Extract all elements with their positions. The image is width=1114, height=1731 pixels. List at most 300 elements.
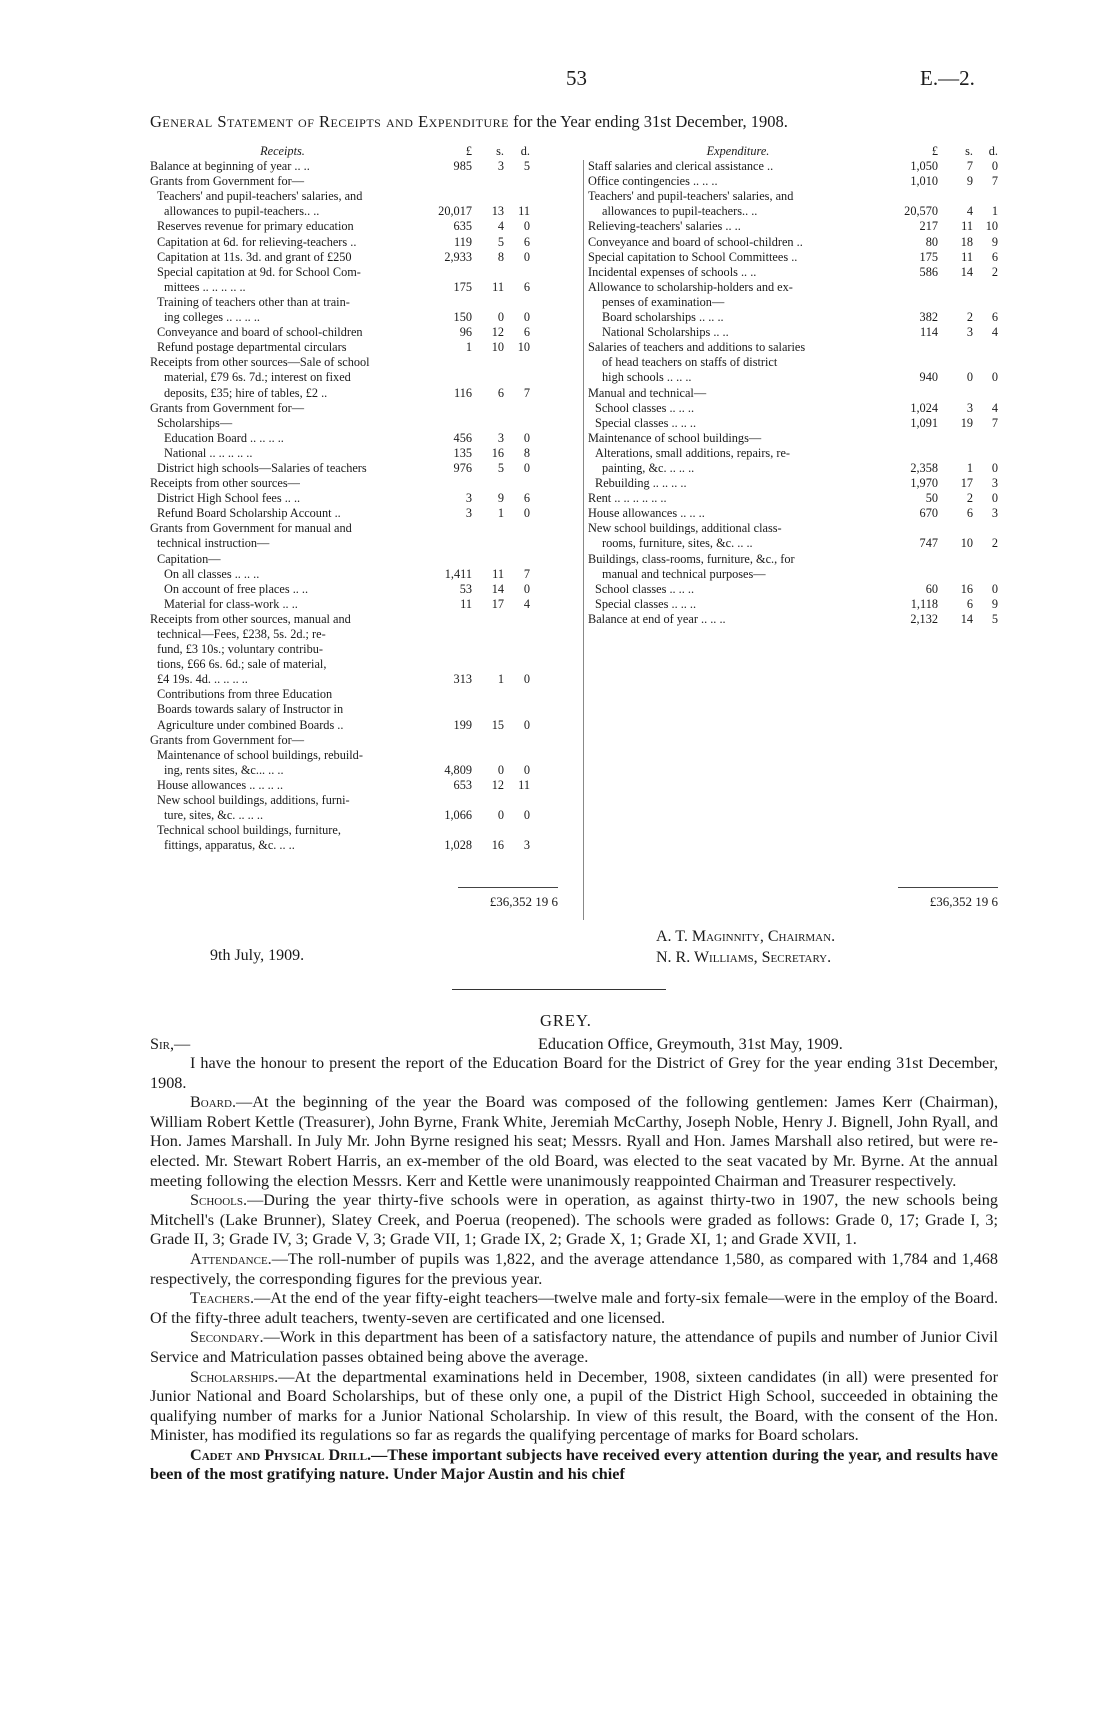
amount-shillings: 12 — [491, 777, 504, 792]
amount-pence: 4 — [991, 400, 998, 415]
amount-pounds: 653 — [453, 777, 472, 792]
table-row — [150, 687, 530, 702]
amount-shillings: 1 — [497, 672, 504, 687]
amount-pounds: 747 — [919, 536, 938, 551]
row-label: technical—Fees, £238, 5s. 2d.; re- — [157, 627, 326, 641]
letter-paragraph — [150, 1250, 998, 1289]
amount-pence: 0 — [991, 491, 998, 506]
amount-pence: 0 — [523, 460, 530, 475]
row-label: Capitation at 11s. 3d. and grant of £250 — [157, 249, 352, 264]
table-row — [588, 476, 998, 491]
amount-pence: 0 — [523, 249, 530, 264]
section-separator — [452, 989, 666, 990]
table-row — [150, 310, 530, 325]
table-row — [150, 838, 530, 853]
signature-date: 9th July, 1909. — [210, 947, 305, 964]
letter-paragraph — [150, 1191, 998, 1250]
paragraph-lead: Cadet and Physical Drill. — [190, 1445, 372, 1464]
row-label: ing colleges .. .. .. .. — [164, 310, 260, 325]
table-row — [150, 461, 530, 476]
amount-shillings: 1 — [966, 460, 973, 475]
amount-pounds: 1,066 — [444, 808, 472, 823]
table-row — [150, 325, 530, 340]
expenditure-table — [588, 144, 998, 627]
table-heading: Expenditure. — [706, 144, 770, 158]
row-label: Grants from Government for— — [150, 732, 305, 747]
table-row — [150, 582, 530, 597]
row-label: Receipts from other sources, manual and — [150, 611, 351, 626]
column-header-shillings: s. — [496, 144, 504, 158]
row-label: Staff salaries and clerical assistance .. — [588, 159, 774, 174]
amount-shillings: 8 — [497, 249, 504, 264]
amount-pence: 4 — [991, 325, 998, 340]
amount-pence: 5 — [991, 611, 998, 626]
amount-shillings: 7 — [966, 159, 973, 174]
table-row — [150, 672, 530, 687]
amount-pounds: 1,010 — [910, 174, 938, 189]
amount-pence: 0 — [523, 672, 530, 687]
column-divider — [583, 160, 584, 920]
table-row — [150, 340, 530, 355]
table-row — [150, 370, 530, 385]
row-label: deposits, £35; hire of tables, £2 .. — [164, 385, 328, 400]
row-label: allowances to pupil-teachers.. .. — [164, 204, 320, 219]
amount-pounds: 20,570 — [904, 204, 938, 219]
amount-shillings: 6 — [966, 596, 973, 611]
row-label: mittees .. .. .. .. .. — [164, 279, 246, 294]
table-row — [588, 506, 998, 521]
table-row — [150, 823, 530, 838]
table-row — [150, 793, 530, 808]
statement-title — [150, 112, 1010, 132]
receipts-total-rule — [458, 887, 558, 888]
row-label: Maintenance of school buildings— — [588, 430, 762, 445]
amount-pounds: 2,132 — [910, 611, 938, 626]
row-label: Board scholarships .. .. .. — [602, 310, 724, 325]
table-row — [150, 189, 530, 204]
row-label: penses of examination— — [602, 294, 725, 309]
amount-shillings: 4 — [497, 219, 504, 234]
row-label: material, £79 6s. 7d.; interest on fixed — [164, 370, 351, 385]
row-label: Education Board .. .. .. .. — [164, 430, 284, 445]
paragraph-lead: Attendance. — [190, 1249, 272, 1268]
row-label: House allowances .. .. .. — [588, 506, 705, 521]
letter-paragraph — [150, 1446, 998, 1485]
table-row — [588, 521, 998, 536]
amount-pounds: 4,809 — [444, 762, 472, 777]
amount-shillings: 0 — [497, 808, 504, 823]
row-label: Rebuilding .. .. .. .. — [595, 476, 687, 491]
row-label: £4 19s. 4d. .. .. .. .. — [157, 672, 248, 687]
table-row — [588, 567, 998, 582]
column-header-pence: d. — [988, 144, 998, 158]
row-label: fund, £3 10s.; voluntary contribu- — [157, 642, 323, 657]
amount-pence: 11 — [518, 204, 530, 219]
row-label: fittings, apparatus, &c. .. .. — [164, 838, 295, 853]
amount-pence: 6 — [991, 249, 998, 264]
row-label: Scholarships— — [157, 415, 233, 430]
paragraph-lead: Secondary. — [190, 1328, 264, 1347]
row-label: of head teachers on staffs of district — [602, 355, 778, 370]
amount-pounds: 976 — [453, 460, 472, 475]
table-row — [588, 295, 998, 310]
table-row — [588, 250, 998, 265]
amount-shillings: 9 — [497, 491, 504, 506]
amount-pence: 6 — [991, 310, 998, 325]
amount-pounds: 586 — [919, 264, 938, 279]
page-code: E.—2. — [920, 66, 975, 90]
amount-pounds: 1,118 — [910, 596, 938, 611]
row-label: Capitation— — [157, 551, 221, 566]
amount-shillings: 6 — [966, 506, 973, 521]
amount-shillings: 10 — [491, 340, 504, 355]
table-row — [588, 174, 998, 189]
amount-shillings: 2 — [966, 491, 973, 506]
paragraph-text: —These important subjects have received every attention during the year, and results have been of the most gratifying nature. Under Major Austin and his chief — [150, 1445, 998, 1484]
table-row — [588, 204, 998, 219]
table-row — [588, 401, 998, 416]
amount-pence: 5 — [523, 159, 530, 174]
row-label: Special classes .. .. .. — [595, 415, 697, 430]
amount-pounds: 3 — [465, 491, 472, 506]
table-row — [150, 778, 530, 793]
table-row — [588, 552, 998, 567]
row-label: Incidental expenses of schools .. .. — [588, 264, 757, 279]
amount-pounds: 80 — [925, 234, 938, 249]
table-row — [588, 446, 998, 461]
table-row — [150, 642, 530, 657]
row-label: Capitation at 6d. for relieving-teachers .. — [157, 234, 357, 249]
row-label: painting, &c. .. .. .. — [602, 460, 695, 475]
amount-pounds: 635 — [453, 219, 472, 234]
row-label: Training of teachers other than at train- — [157, 294, 350, 309]
amount-pounds: 382 — [919, 310, 938, 325]
row-label: Allowance to scholarship-holders and ex- — [588, 279, 793, 294]
row-label: Buildings, class-rooms, furniture, &c., for — [588, 551, 795, 566]
table-row — [150, 733, 530, 748]
amount-shillings: 12 — [491, 325, 504, 340]
row-label: Grants from Government for— — [150, 174, 305, 189]
row-label: Conveyance and board of school-children .. — [588, 234, 803, 249]
amount-pence: 6 — [523, 491, 530, 506]
amount-pounds: 114 — [920, 325, 938, 340]
row-label: Boards towards salary of Instructor in — [157, 702, 344, 717]
column-header-pounds: £ — [931, 144, 938, 158]
amount-shillings: 16 — [491, 445, 504, 460]
row-label: Rent .. .. .. .. .. .. — [588, 491, 667, 506]
row-label: National .. .. .. .. .. — [164, 445, 253, 460]
amount-shillings: 2 — [966, 310, 973, 325]
row-label: Receipts from other sources—Sale of school — [150, 355, 370, 370]
row-label: Grants from Government for— — [150, 400, 305, 415]
amount-shillings: 5 — [497, 234, 504, 249]
amount-pounds: 2,933 — [444, 249, 472, 264]
table-row — [588, 310, 998, 325]
amount-pence: 6 — [523, 234, 530, 249]
row-label: Conveyance and board of school-children — [157, 325, 363, 340]
amount-pounds: 50 — [925, 491, 938, 506]
amount-pounds: 116 — [454, 385, 472, 400]
table-row — [588, 536, 998, 551]
table-row — [150, 431, 530, 446]
table-row — [150, 219, 530, 234]
amount-pence: 0 — [523, 430, 530, 445]
row-label: Technical school buildings, furniture, — [157, 823, 341, 838]
amount-pence: 0 — [991, 159, 998, 174]
column-header-pounds: £ — [465, 144, 472, 158]
table-row — [150, 718, 530, 733]
row-label: Alterations, small additions, repairs, re- — [595, 445, 790, 460]
table-row — [150, 416, 530, 431]
amount-shillings: 15 — [491, 717, 504, 732]
amount-pence: 3 — [991, 506, 998, 521]
row-label: Grants from Government for manual and — [150, 521, 352, 536]
table-row — [588, 159, 998, 174]
row-label: On all classes .. .. .. — [164, 566, 260, 581]
amount-pence: 2 — [991, 264, 998, 279]
row-label: allowances to pupil-teachers.. .. — [602, 204, 758, 219]
amount-pounds: 2,358 — [910, 460, 938, 475]
amount-pence: 6 — [523, 279, 530, 294]
amount-pence: 7 — [523, 566, 530, 581]
table-row — [588, 265, 998, 280]
table-row — [150, 702, 530, 717]
office-line: Education Office, Greymouth, 31st May, 1909. — [538, 1035, 843, 1053]
row-label: high schools .. .. .. — [602, 370, 692, 385]
paragraph-text: I have the honour to present the report of the Education Board for the District of Grey for the year ending 31st December, 1908. — [150, 1054, 998, 1092]
row-label: Agriculture under combined Boards .. — [157, 717, 344, 732]
amount-pence: 3 — [523, 838, 530, 853]
table-row — [150, 174, 530, 189]
amount-shillings: 19 — [960, 415, 973, 430]
row-label: Material for class-work .. .. — [164, 596, 298, 611]
amount-shillings: 3 — [497, 430, 504, 445]
amount-pence: 7 — [991, 174, 998, 189]
amount-pence: 7 — [523, 385, 530, 400]
table-heading: Receipts. — [260, 144, 305, 158]
amount-shillings: 14 — [960, 264, 973, 279]
amount-pounds: 11 — [460, 596, 472, 611]
table-row — [150, 808, 530, 823]
amount-pounds: 135 — [453, 445, 472, 460]
table-row — [150, 401, 530, 416]
amount-shillings: 1 — [497, 506, 504, 521]
row-label: Special classes .. .. .. — [595, 596, 697, 611]
table-row — [150, 552, 530, 567]
letter-paragraph — [150, 1328, 998, 1367]
row-label: Relieving-teachers' salaries .. .. — [588, 219, 741, 234]
table-row — [150, 567, 530, 582]
table-row — [150, 159, 530, 174]
table-row — [150, 627, 530, 642]
table-row — [150, 763, 530, 778]
row-label: New school buildings, additional class- — [588, 521, 782, 536]
amount-shillings: 11 — [961, 249, 973, 264]
amount-pounds: 670 — [919, 506, 938, 521]
paragraph-text: —At the end of the year fifty-eight teachers—twelve male and forty-six female—were in the employ of the Board. Of the fifty-three adult teachers, twenty-seven are certificated and one licensed. — [150, 1289, 998, 1327]
amount-pounds: 1,091 — [910, 415, 938, 430]
amount-shillings: 0 — [497, 310, 504, 325]
table-row — [150, 748, 530, 763]
amount-pence: 8 — [523, 445, 530, 460]
table-row — [150, 476, 530, 491]
amount-pounds: 96 — [459, 325, 472, 340]
table-row — [588, 355, 998, 370]
expenditure-total-rule — [898, 887, 998, 888]
table-row — [588, 189, 998, 204]
paragraph-text: —At the departmental examinations held in December, 1908, sixteen candidates (in all) were presented for Junior National and Board Scholarships, but of these only one, a pupil of the District High School, succeeded in obtaining the qualifying number of marks for a Junior National Scholarship. In view of this result, the Board, with the consent of the Hon. Minister, has modified its regulations so far as regards the qualifying percentage of marks for Board scholars. — [150, 1367, 998, 1445]
table-header-row — [150, 144, 530, 159]
amount-pence: 0 — [523, 581, 530, 596]
amount-pounds: 1,970 — [910, 476, 938, 491]
amount-pence: 1 — [991, 204, 998, 219]
table-row — [588, 416, 998, 431]
table-row — [588, 219, 998, 234]
paragraph-lead: Teachers. — [190, 1289, 255, 1308]
row-label: Special capitation at 9d. for School Com- — [157, 264, 361, 279]
amount-shillings: 14 — [960, 611, 973, 626]
row-label: New school buildings, additions, furni- — [157, 793, 350, 808]
amount-pence: 6 — [523, 325, 530, 340]
table-row — [150, 265, 530, 280]
amount-pence: 3 — [991, 476, 998, 491]
table-row — [150, 521, 530, 536]
amount-pence: 0 — [523, 506, 530, 521]
amount-pounds: 60 — [925, 581, 938, 596]
amount-pounds: 1,024 — [910, 400, 938, 415]
amount-pence: 0 — [523, 310, 530, 325]
amount-shillings: 11 — [961, 219, 973, 234]
row-label: Reserves revenue for primary education — [157, 219, 354, 234]
row-label: ing, rents sites, &c... .. .. — [164, 762, 284, 777]
amount-pence: 4 — [523, 596, 530, 611]
column-header-pence: d. — [520, 144, 530, 158]
row-label: District High School fees .. .. — [157, 491, 301, 506]
amount-pence: 0 — [523, 808, 530, 823]
letter-paragraph — [150, 1368, 998, 1446]
amount-pence: 0 — [991, 460, 998, 475]
amount-pounds: 1,050 — [910, 159, 938, 174]
amount-shillings: 5 — [497, 460, 504, 475]
amount-pounds: 175 — [919, 249, 938, 264]
amount-shillings: 11 — [492, 566, 504, 581]
table-row — [150, 355, 530, 370]
amount-pounds: 119 — [454, 234, 472, 249]
amount-shillings: 17 — [491, 596, 504, 611]
section-heading: GREY. — [540, 1011, 592, 1030]
table-row — [150, 597, 530, 612]
table-header-row — [588, 144, 998, 159]
amount-pence: 10 — [985, 219, 998, 234]
amount-pence: 0 — [523, 219, 530, 234]
letter-paragraphs — [150, 1054, 998, 1485]
page-number: 53 — [566, 66, 587, 90]
table-row — [150, 235, 530, 250]
amount-pence: 10 — [517, 340, 530, 355]
table-row — [150, 657, 530, 672]
table-row — [588, 370, 998, 385]
table-row — [150, 204, 530, 219]
expenditure-total: £36,352 19 6 — [929, 894, 998, 909]
amount-pounds: 217 — [919, 219, 938, 234]
table-row — [588, 235, 998, 250]
table-row — [150, 446, 530, 461]
amount-shillings: 9 — [966, 174, 973, 189]
row-label: Contributions from three Education — [157, 687, 333, 702]
amount-shillings: 3 — [966, 400, 973, 415]
amount-pounds: 940 — [919, 370, 938, 385]
letter-paragraph — [150, 1054, 998, 1093]
row-label: technical instruction— — [157, 536, 270, 551]
amount-pounds: 456 — [453, 430, 472, 445]
amount-pence: 0 — [991, 370, 998, 385]
amount-shillings: 13 — [491, 204, 504, 219]
paragraph-lead: Scholarships. — [190, 1367, 279, 1386]
table-row — [588, 386, 998, 401]
row-label: tions, £66 6s. 6d.; sale of material, — [157, 657, 327, 672]
table-row — [588, 325, 998, 340]
amount-shillings: 3 — [497, 159, 504, 174]
row-label: Salaries of teachers and additions to salaries — [588, 340, 806, 355]
amount-shillings: 16 — [491, 838, 504, 853]
amount-pence: 9 — [991, 596, 998, 611]
paragraph-lead: Board. — [190, 1093, 237, 1112]
amount-pounds: 1,028 — [444, 838, 472, 853]
amount-pounds: 313 — [453, 672, 472, 687]
amount-shillings: 4 — [966, 204, 973, 219]
receipts-total: £36,352 19 6 — [489, 894, 558, 909]
amount-pounds: 3 — [465, 506, 472, 521]
table-row — [150, 280, 530, 295]
table-row — [588, 340, 998, 355]
signature-secretary: N. R. Williams, Secretary. — [656, 949, 832, 966]
row-label: Teachers' and pupil-teachers' salaries, and — [588, 189, 794, 204]
table-row — [588, 491, 998, 506]
table-row — [588, 461, 998, 476]
paragraph-text: —Work in this department has been of a satisfactory nature, the attendance of pupils and number of Junior Civil Service and Matriculation passes obtained being above the average. — [150, 1328, 998, 1366]
table-row — [588, 280, 998, 295]
amount-pence: 0 — [523, 762, 530, 777]
amount-pence: 11 — [518, 777, 530, 792]
row-label: rooms, furniture, sites, &c. .. .. — [602, 536, 753, 551]
row-label: Maintenance of school buildings, rebuild- — [157, 747, 363, 762]
row-label: Special capitation to School Committees .. — [588, 249, 798, 264]
row-label: School classes .. .. .. — [595, 581, 695, 596]
receipts-table — [150, 144, 530, 853]
table-row — [150, 295, 530, 310]
row-label: School classes .. .. .. — [595, 400, 695, 415]
amount-pounds: 1,411 — [444, 566, 472, 581]
row-label: Refund Board Scholarship Account .. — [157, 506, 341, 521]
row-label: Balance at end of year .. .. .. — [588, 611, 726, 626]
amount-shillings: 3 — [966, 325, 973, 340]
letter-paragraph — [150, 1289, 998, 1328]
table-row — [150, 250, 530, 265]
paragraph-text: —During the year thirty-five schools were in operation, as against thirty-two in 1907, the new schools being Mitchell's (Lake Brunner), Slatey Creek, and Poerua (reopened). The schools were graded as follows: Grade 0, 17; Grade I, 3; Grade II, 3; Grade IV, 3; Grade V, 3; Grade VII, 1; Grade IX, 2; Grade X, 1; Grade XI, 1; and Grade XVII, 1. — [150, 1191, 998, 1249]
amount-pounds: 20,017 — [438, 204, 472, 219]
row-label: Refund postage departmental circulars — [157, 340, 347, 355]
amount-shillings: 17 — [960, 476, 973, 491]
table-row — [150, 612, 530, 627]
amount-pounds: 985 — [453, 159, 472, 174]
amount-shillings: 0 — [966, 370, 973, 385]
row-label: House allowances .. .. .. .. — [157, 777, 284, 792]
amount-pounds: 150 — [453, 310, 472, 325]
table-row — [150, 491, 530, 506]
row-label: manual and technical purposes— — [602, 566, 766, 581]
amount-pence: 0 — [991, 581, 998, 596]
table-row — [588, 582, 998, 597]
